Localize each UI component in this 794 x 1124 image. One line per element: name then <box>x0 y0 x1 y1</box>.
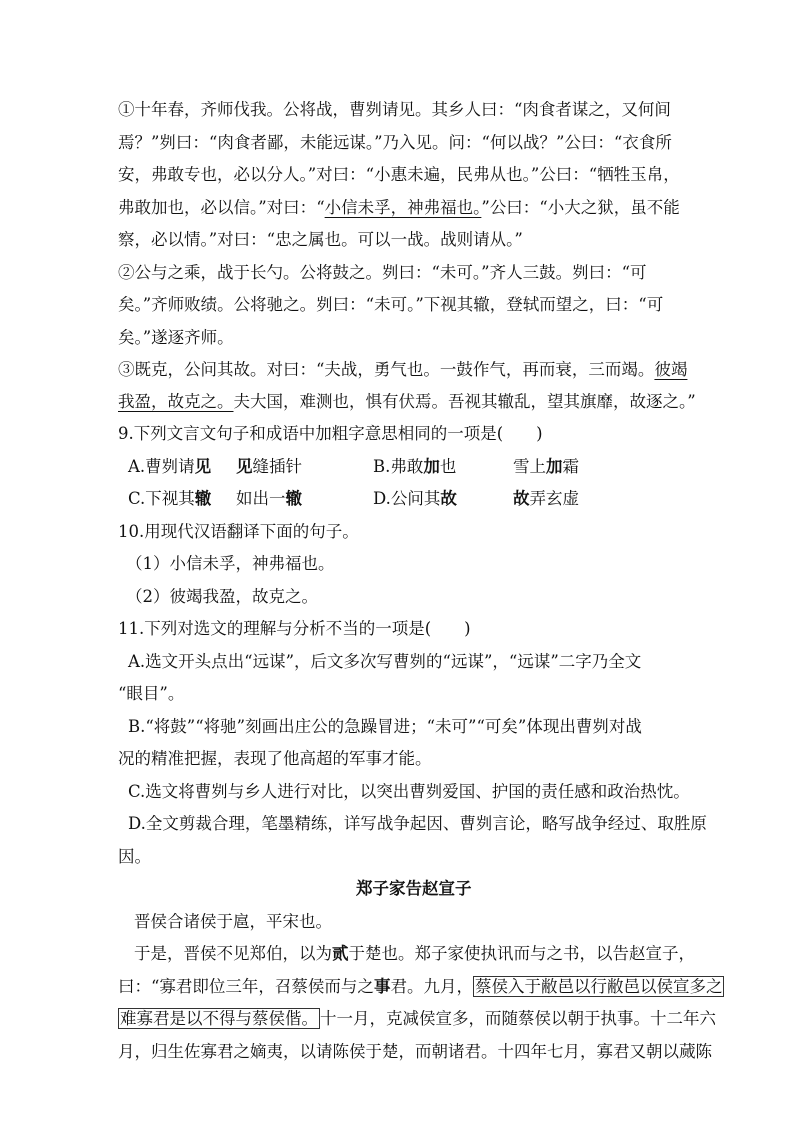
underlined-sentence-1: 小信未孚，神弗福也。 <box>324 198 482 217</box>
q9-option-d <box>373 488 457 510</box>
passage2-line2 <box>134 943 695 965</box>
q9-b-idiom-rest: 霜 <box>562 457 579 476</box>
passage1-p3-line2 <box>118 391 696 413</box>
q9-option-c-idiom <box>236 488 302 510</box>
passage1-p2-line3: 矣。”遂逐齐师。 <box>118 328 234 347</box>
underlined-sentence-2b: 我盈，故克之。 <box>118 392 234 411</box>
q9-d-idiom-bold: 故 <box>513 489 530 508</box>
passage2-title: 郑子家告赵宣子 <box>356 879 472 898</box>
q9-b-bold: 加 <box>423 457 440 476</box>
passage2-line4 <box>118 1008 716 1030</box>
q11-option-c-line1: C.选文将曹刿与乡人进行对比，以突出曹刿爱国、护国的责任感和政治热忱。 <box>128 782 690 801</box>
boxed-sentence-part2: 难寡君是以不得与蔡侯偕。 <box>120 1009 318 1028</box>
q9-option-b-idiom <box>513 456 579 478</box>
q9-option-b <box>373 456 456 478</box>
q9-b-label: B. <box>373 457 391 476</box>
passage1-p2-line2: 矣。”齐师败绩。公将驰之。刿曰：“未可。”下视其辙，登轼而望之，曰：“可 <box>118 295 664 314</box>
q11-option-b-line2: 况的精准把握，表现了他高超的军事才能。 <box>118 749 432 768</box>
q9-c-label: C. <box>128 489 146 508</box>
passage1-p3-line1 <box>118 359 687 381</box>
passage1-p1-line5: 察，必以情。”对曰：“忠之属也。可以一战。战则请从。” <box>118 230 523 249</box>
q9-c-pre: 下视其 <box>145 489 195 508</box>
passage2-line3-mid: 君。九月， <box>390 977 473 996</box>
q10-sentence-1: （1）小信未孚，神弗福也。 <box>126 554 335 573</box>
q9-b-post: 也 <box>439 457 457 476</box>
q11-option-a-line1: A.选文开头点出“远谋”，后文多次写曹刿的“远谋”，“远谋”二字乃全文 <box>128 652 642 671</box>
q9-c-bold: 辙 <box>194 489 212 508</box>
passage2-line2-bold: 贰 <box>332 944 349 963</box>
passage1-p1-line4-c: ”公曰：“小大之狱，虽不能 <box>481 198 680 217</box>
q9-a-idiom-bold: 见 <box>236 457 253 476</box>
q9-b-idiom-bold: 加 <box>546 457 563 476</box>
q9-b-pre: 弗敢 <box>390 457 424 476</box>
underlined-sentence-2a: 彼竭 <box>654 360 688 379</box>
q9-stem: 9.下列文言文句子和成语中加粗字意思相同的一项是( ) <box>118 424 543 443</box>
q9-b-idiom-pre: 雪上 <box>513 457 546 476</box>
q10-sentence-2: （2）彼竭我盈，故克之。 <box>126 587 318 606</box>
q9-d-bold: 故 <box>440 489 457 508</box>
q9-d-pre: 公问其 <box>390 489 441 508</box>
q9-a-label: A. <box>128 457 146 476</box>
passage1-p1-line3: 安，弗敢专也，必以分人。”对曰：“小惠未遍，民弗从也。”公曰：“牺牲玉帛， <box>118 165 680 184</box>
q9-a-idiom-rest: 缝插针 <box>252 457 302 476</box>
q11-stem: 11.下列对选文的理解与分析不当的一项是( ) <box>118 619 471 638</box>
q11-option-d-line2: 因。 <box>118 847 151 866</box>
q11-option-a-line2: “眼目”。 <box>118 684 185 703</box>
passage2-line4-post: 十一月，克减侯宣多，而随蔡侯以朝于执事。十二年六 <box>320 1009 716 1028</box>
q9-a-bold: 见 <box>194 457 212 476</box>
passage1-p3-line2-b: 夫大国，难测也，惧有伏焉。吾视其辙乱，望其旗靡，故逐之。” <box>233 392 696 411</box>
passage1-p1-line2: 焉？”刿曰：“肉食者鄙，未能远谋。”乃入见。问：“何以战？”公曰：“衣食所 <box>118 133 672 152</box>
q9-c-idiom-bold: 辙 <box>285 489 302 508</box>
q11-option-d-line1: D.全文剪裁合理，笔墨精练，详写战争起因、曹刿言论，略写战争经过、取胜原 <box>128 814 707 833</box>
q11-option-b-line1: B.“将鼓”“将驰”刻画出庄公的急躁冒进；“未可”“可矣”体现出曹刿对战 <box>128 717 642 736</box>
q9-option-d-idiom <box>513 488 579 510</box>
passage2-line3-bold: 事 <box>373 977 391 996</box>
passage1-p1-line4-a: 弗敢加也，必以信。”对曰： <box>118 198 317 217</box>
passage2-line2-post: 于楚也。郑子家使执讯而与之书，以告赵宣子， <box>348 944 695 963</box>
passage1-p3-line1-a: ③既克，公问其故。对曰：“夫战，勇气也。一鼓作气，再而衰，三而竭。 <box>118 360 655 379</box>
passage2-line2-pre: 于是，晋侯不见郑伯，以为 <box>134 944 332 963</box>
q9-option-a <box>128 456 211 478</box>
passage2-line1: 晋侯合诸侯于扈，平宋也。 <box>134 912 332 931</box>
q9-option-a-idiom <box>236 456 302 478</box>
q9-d-label: D. <box>373 489 391 508</box>
q10-stem: 10.用现代汉语翻译下面的句子。 <box>118 522 359 541</box>
q9-option-c <box>128 488 211 510</box>
passage1-p2-line1: ②公与之乘，战于长勺。公将鼓之。刿曰：“未可。”齐人三鼓。刿曰：“可 <box>118 263 647 282</box>
passage2-line3 <box>118 976 724 998</box>
q9-c-idiom-pre: 如出一 <box>236 489 286 508</box>
passage1-p1-line1: ①十年春，齐师伐我。公将战，曹刿请见。其乡人曰：“肉食者谋之，又何间 <box>118 100 671 119</box>
passage1-p1-line4: 弗敢加也，必以信。”对曰：“小信未孚，神弗福也。”公曰：“小大之狱，虽不能 <box>118 198 680 217</box>
boxed-sentence-part1: 蔡侯入于敝邑以行敝邑以侯宣多之 <box>474 977 723 996</box>
passage2-line5: 月，归生佐寡君之嫡夷，以请陈侯于楚，而朝诸君。十四年七月，寡君又朝以蒇陈 <box>118 1042 712 1061</box>
q9-a-pre: 曹刿请 <box>145 457 195 476</box>
q9-d-idiom-rest: 弄玄虚 <box>529 489 579 508</box>
passage2-line3-pre: 曰：“寡君即位三年，召蔡侯而与之 <box>118 977 374 996</box>
